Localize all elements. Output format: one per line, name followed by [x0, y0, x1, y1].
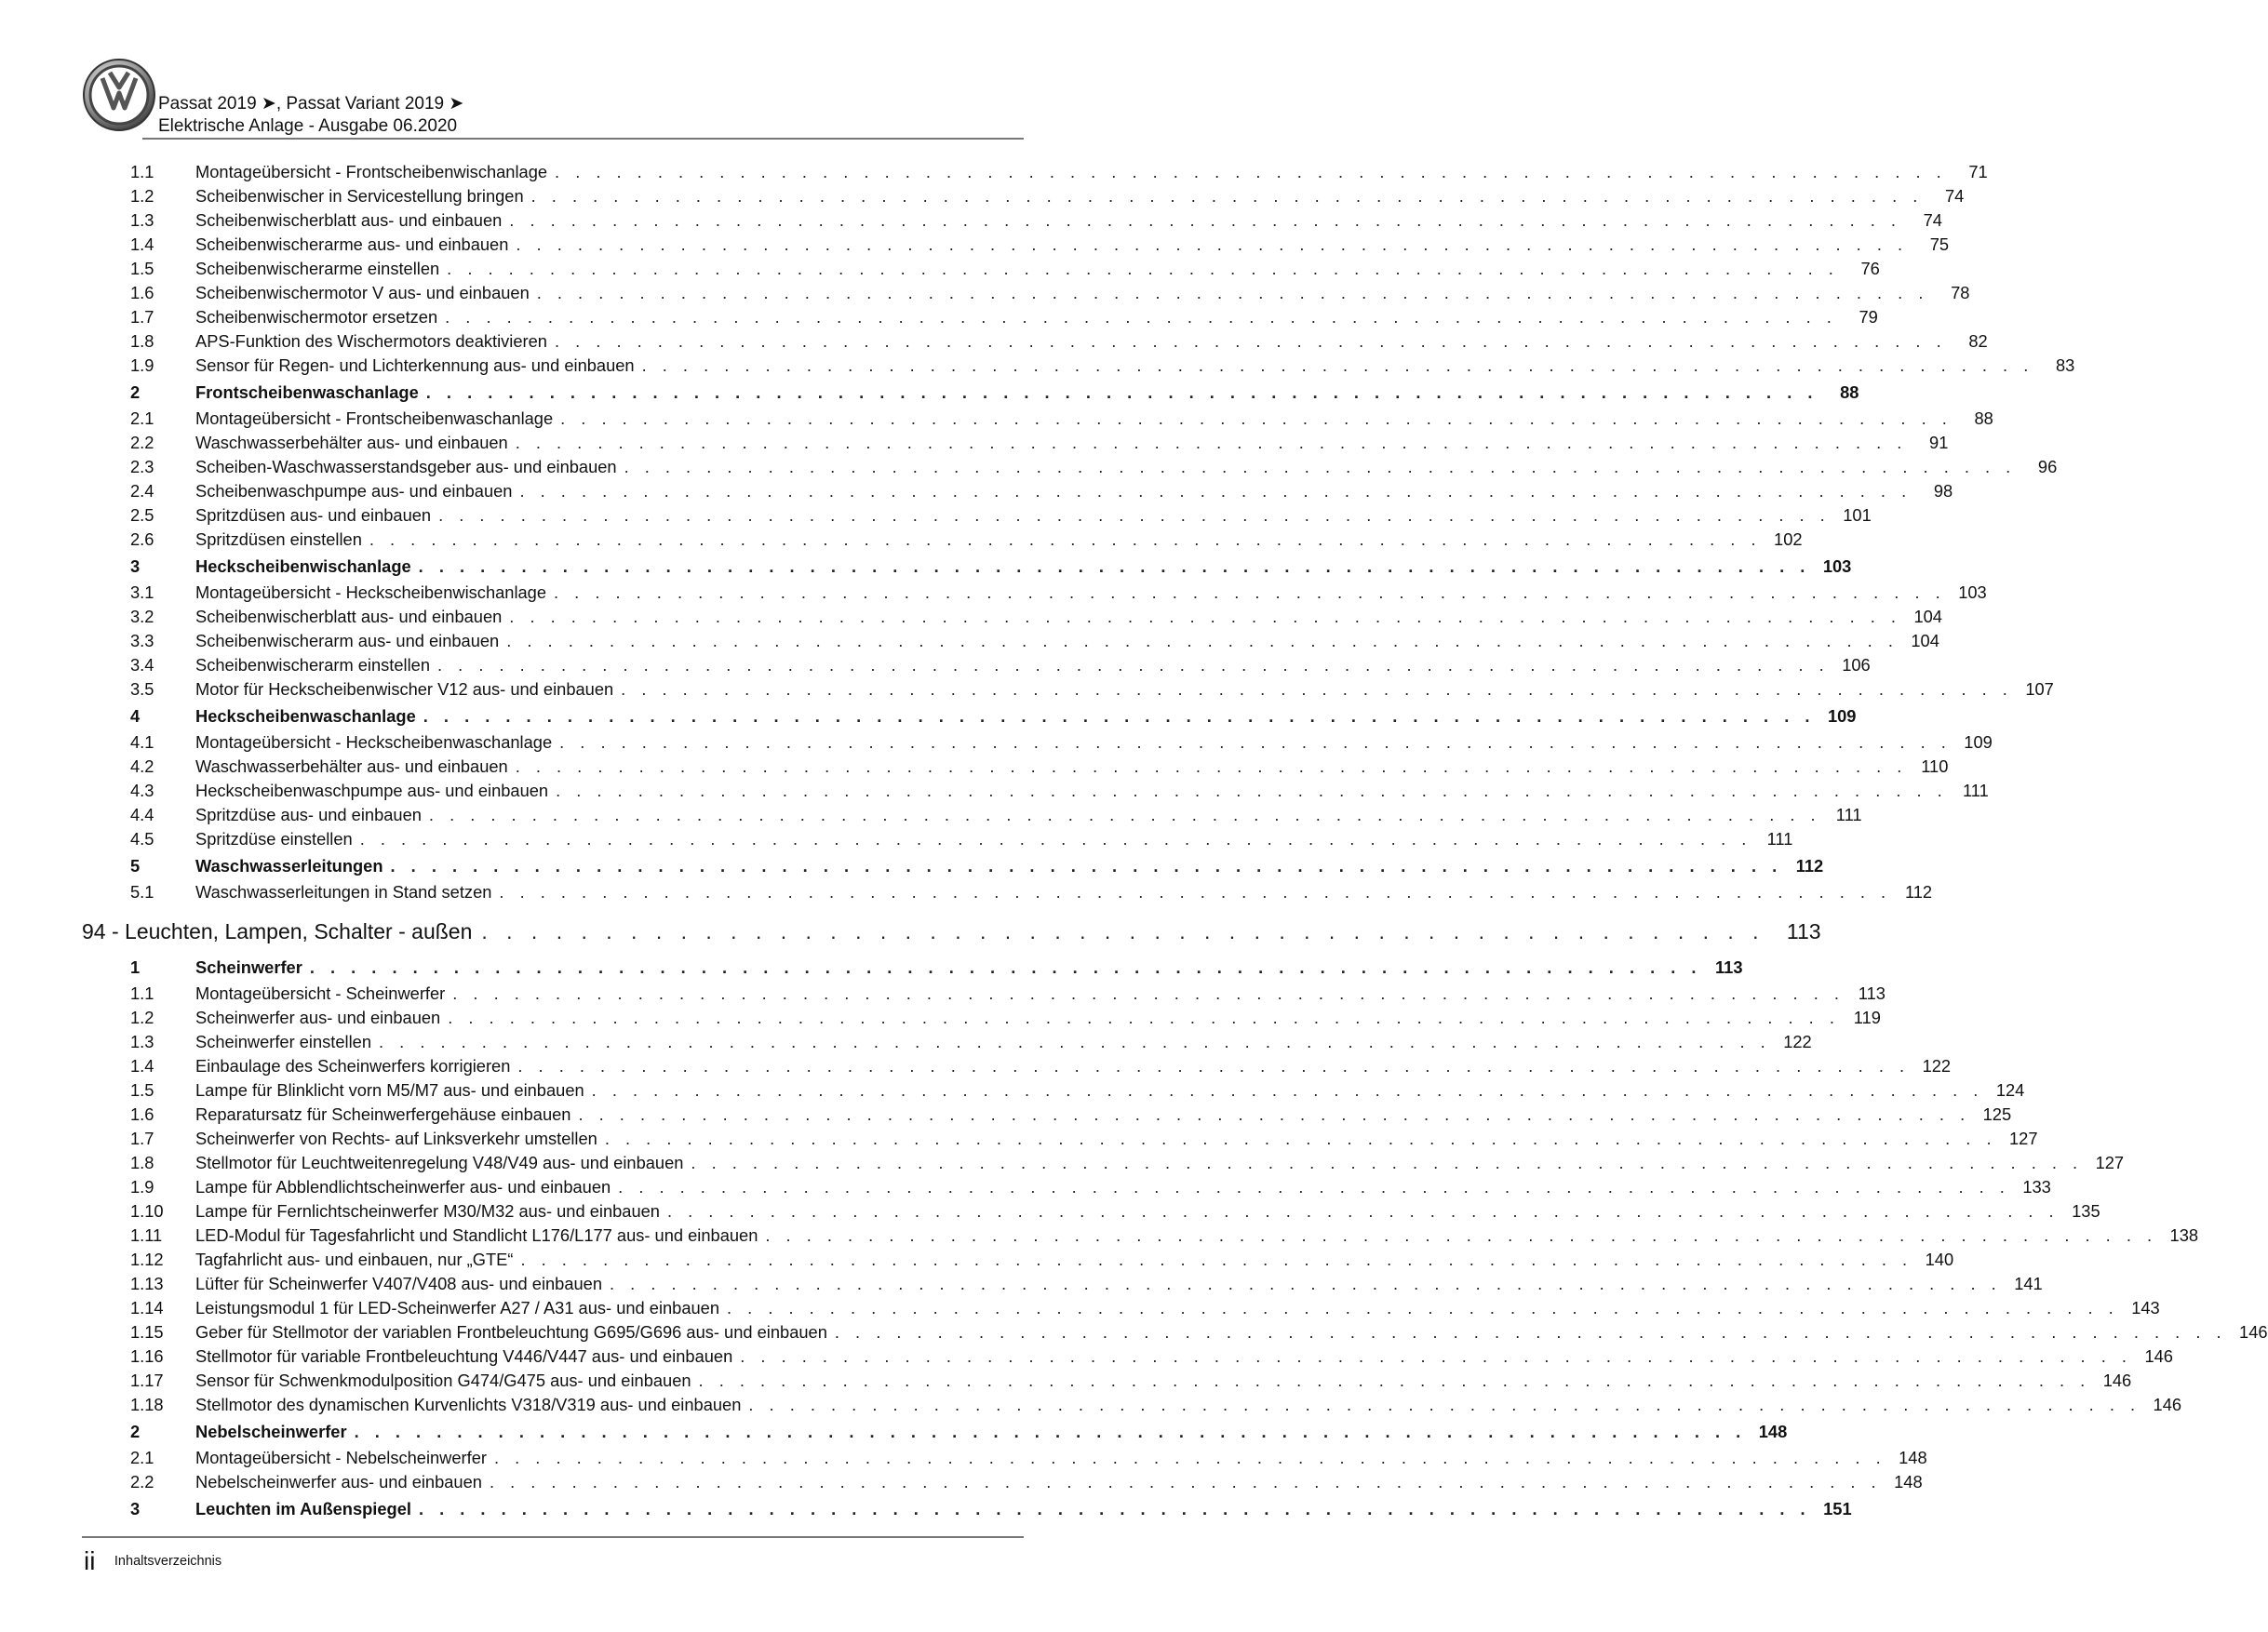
toc-entry-title: Waschwasserleitungen: [195, 856, 383, 876]
toc-leader-dots: . . . . . . . . . . . . . . . . . . . . . . . . . . . . . . . . . . . . . . . . . . . . . . . . . . . . . . . . . . . . . . . . . . . .: [556, 781, 1948, 800]
toc-entry-row[interactable]: [82, 1127, 2038, 1151]
toc-leader-dots: . . . . . . . . . . . . . . . . . . . . . . . . . . . . . . . . . . . . . . . . . . . . . . . . . . . . . . . . . . . . . . . . . . . .: [740, 1346, 2132, 1366]
toc-entry-title: Tagfahrlicht aus- und einbauen, nur „GTE“: [195, 1250, 514, 1269]
toc-entry-row[interactable]: [82, 1175, 2051, 1199]
toc-entry-row[interactable]: [82, 305, 1878, 329]
toc-entry-row[interactable]: [82, 208, 1942, 233]
toc-entry-row[interactable]: [82, 629, 1939, 653]
toc-entry-row[interactable]: [82, 329, 1988, 354]
toc-entry-title: Scheibenwischerblatt aus- und einbauen: [195, 210, 503, 230]
toc-entry-number: 5: [130, 856, 141, 876]
toc-entry-number: 2.4: [130, 481, 154, 501]
toc-leader-dots: . . . . . . . . . . . . . . . . . . . . . . . . . . . . . . . . . . . . . . . . . . . . . . . . . . . . . . . . . . . . . . . . . . . .: [691, 1153, 2084, 1172]
toc-leader-dots: . . . . . . . . . . . . . . . . . . . . . . . . . . . . . . . . . . . . . . . . . . . . . . . . . . . . . . . . . . . . . . . . . . . .: [489, 1472, 1882, 1492]
toc-entry-page: 112: [1904, 882, 1933, 902]
toc-leader-dots: . . . . . . . . . . . . . . . . . . . . . . . . . . . . . . . . . . . . . . . . . . . . . . . . . . . . . . . . . . . . . . . . . . . .: [517, 1056, 1911, 1076]
toc-leader-dots: . . . . . . . . . . . . . . . . . . . . . . . . . . . . . . . . . . . . . . . . . . . . . . . . . . . . . . . . . . . . . . . . . . . .: [765, 1225, 2158, 1245]
toc-entry-row[interactable]: [82, 233, 1950, 257]
toc-entry-title: Waschwasserleitungen in Stand setzen: [195, 882, 492, 902]
toc-entry-title: Spritzdüse einstellen: [195, 829, 353, 849]
toc-chapter-row[interactable]: [82, 552, 1852, 581]
header-divider: [142, 138, 1024, 140]
toc-entry-row[interactable]: [82, 653, 1871, 677]
toc-leader-dots: . . . . . . . . . . . . . . . . . . . . . . . . . . . . . . . . . . . . . . . . . . . . . . . . . . . . . . . . . . . . . . . . . . . .: [309, 957, 1702, 977]
toc-entry-row[interactable]: [82, 779, 1989, 803]
toc-entry-number: 4.2: [130, 756, 154, 776]
toc-entry-title: Lampe für Fernlichtscheinwerfer M30/M32 aus- und einbauen: [195, 1201, 660, 1221]
toc-entry-number: 2.6: [130, 529, 154, 549]
toc-entry-title: Scheibenwischermotor V aus- und einbauen: [195, 283, 530, 302]
toc-leader-dots: . . . . . . . . . . . . . . . . . . . . . . . . . . . . . . . . . . . . . . . . . . . . . . . . . . . . . . . . . . . . . . . . . . . .: [834, 1322, 2227, 1342]
toc-leader-dots: . . . . . . . . . . . . . . . . . . . . . . . . . . . . . . . . . . . . . . . . . . . . . . . . . . . . . . . . . . . . . . . . . . . .: [591, 1080, 1984, 1100]
toc-entry-number: 4.1: [130, 732, 154, 752]
toc-entry-number: 3.3: [130, 631, 154, 650]
toc-chapter-row[interactable]: [82, 851, 1824, 880]
toc-leader-dots: . . . . . . . . . . . . . . . . . . . . . . . . . . . . . . . . . . . . . . . . . . . . . . . . . . . . . . . . . . . . . . . . . . . .: [418, 1499, 1811, 1518]
toc-entry-row[interactable]: [82, 803, 1862, 827]
toc-leader-dots: . . . . . . . . . . . . . . . . . . . . . . . . . . . . . . . . . . . . . . . . . . . . . . . . . . . . . . . . . . . . . . . . . . . .: [560, 408, 1953, 428]
toc-entry-page: 141: [2014, 1274, 2043, 1293]
toc-leader-dots: . . . . . . . . . . . . . . . . . . . . . . . . . . . . . . . . . . . . . . . . . . . . . . . . . . . .: [481, 919, 1765, 943]
toc-leader-dots: . . . . . . . . . . . . . . . . . . . . . . . . . . . . . . . . . . . . . . . . . . . . . . . . . . . . . . . . . . . . . . . . . . . .: [499, 882, 1892, 902]
toc-leader-dots: . . . . . . . . . . . . . . . . . . . . . . . . . . . . . . . . . . . . . . . . . . . . . . . . . . . . . . . . . . . . . . . . . . . .: [445, 307, 1837, 327]
toc-entry-title: Frontscheibenwaschanlage: [195, 382, 419, 402]
table-of-contents: [82, 160, 2268, 1523]
toc-entry-page: 113: [1715, 957, 1743, 977]
toc-entry-page: 148: [1899, 1448, 1927, 1467]
toc-entry-title: Stellmotor des dynamischen Kurvenlichts V318/V319 aus- und einbauen: [195, 1395, 742, 1414]
toc-entry-title: Spritzdüse aus- und einbauen: [195, 805, 422, 824]
toc-entry-page: 122: [1922, 1056, 1952, 1076]
footer-divider: [82, 1536, 1024, 1538]
toc-entry-page: 133: [2022, 1177, 2051, 1197]
toc-leader-dots: . . . . . . . . . . . . . . . . . . . . . . . . . . . . . . . . . . . . . . . . . . . . . . . . . . . . . . . . . . . . . . . . . . . .: [509, 607, 1901, 626]
toc-entry-number: 2.2: [130, 433, 154, 452]
toc-entry-page: 124: [1995, 1080, 2025, 1100]
toc-leader-dots: . . . . . . . . . . . . . . . . . . . . . . . . . . . . . . . . . . . . . . . . . . . . . . . . . . . . . . . . . . . . . . . . . . . .: [621, 679, 2013, 699]
toc-entry-row[interactable]: [82, 1199, 2100, 1224]
toc-entry-page: 75: [1929, 234, 1950, 254]
toc-leader-dots: . . . . . . . . . . . . . . . . . . . . . . . . . . . . . . . . . . . . . . . . . . . . . . . . . . . . . . . . . . . . . . . . . . . .: [727, 1298, 2119, 1318]
toc-leader-dots: . . . . . . . . . . . . . . . . . . . . . . . . . . . . . . . . . . . . . . . . . . . . . . . . . . . . . . . . . . . . . . . . . . . .: [423, 706, 1816, 726]
toc-section-bottom: [82, 953, 2268, 1523]
toc-entry-title: Scheibenwischer in Servicestellung bringen: [195, 186, 524, 206]
toc-entry-page: 96: [2037, 457, 2058, 476]
toc-entry-title: Stellmotor für Leuchtweitenregelung V48/V49 aus- und einbauen: [195, 1153, 684, 1172]
toc-entry-row[interactable]: [82, 880, 1933, 904]
toc-entry-number: 1.18: [130, 1395, 164, 1414]
toc-entry-page: 151: [1823, 1499, 1852, 1518]
toc-entry-row[interactable]: [82, 455, 2058, 479]
toc-entry-row[interactable]: [82, 1224, 2199, 1248]
toc-entry-title: Montageübersicht - Frontscheibenwaschanlage: [195, 408, 554, 428]
toc-entry-page: 98: [1933, 481, 1953, 501]
toc-entry-row[interactable]: [82, 1054, 1952, 1078]
toc-entry-page: 143: [2131, 1298, 2160, 1318]
page-footer: [84, 1546, 221, 1576]
toc-entry-number: 3: [130, 556, 141, 576]
toc-entry-page: 104: [1911, 631, 1939, 650]
toc-entry-title: Nebelscheinwerfer: [195, 1422, 347, 1441]
toc-entry-number: 1.1: [130, 162, 154, 181]
toc-entry-number: 5.1: [130, 882, 154, 902]
toc-entry-row[interactable]: [82, 1369, 2132, 1393]
toc-entry-row[interactable]: [82, 1078, 2025, 1103]
toc-entry-title: Scheibenwischerarme einstellen: [195, 259, 440, 278]
toc-entry-page: 101: [1843, 505, 1872, 525]
toc-leader-dots: . . . . . . . . . . . . . . . . . . . . . . . . . . . . . . . . . . . . . . . . . . . . . . . . . . . . . . . . . . . . . . . . . . . .: [509, 210, 1901, 230]
toc-entry-number: 1.12: [130, 1250, 164, 1269]
toc-chapter-row[interactable]: [82, 1417, 1788, 1446]
toc-entry-title: Montageübersicht - Heckscheibenwischanlage: [195, 582, 547, 602]
toc-entry-row[interactable]: [82, 257, 1880, 281]
toc-entry-title: Reparatursatz für Scheinwerfergehäuse einbauen: [195, 1104, 571, 1124]
toc-entry-number: 1: [130, 957, 141, 977]
toc-leader-dots: . . . . . . . . . . . . . . . . . . . . . . . . . . . . . . . . . . . . . . . . . . . . . . . . . . . . . . . . . . . . . . . . . . . .: [559, 732, 1952, 752]
toc-entry-row[interactable]: [82, 1248, 1954, 1272]
toc-entry-number: 3.5: [130, 679, 154, 699]
toc-leader-dots: . . . . . . . . . . . . . . . . . . . . . . . . . . . . . . . . . . . . . . . . . . . . . . . . . . . . . . . . . . . . . . . . . . . .: [369, 529, 1762, 549]
toc-entry-row[interactable]: [82, 730, 1993, 755]
toc-entry-page: 74: [1923, 210, 1942, 230]
toc-leader-dots: . . . . . . . . . . . . . . . . . . . . . . . . . . . . . . . . . . . . . . . . . . . . . . . . . . . . . . . . . . . . . . . . . . . .: [437, 655, 1830, 675]
toc-leader-dots: . . . . . . . . . . . . . . . . . . . . . . . . . . . . . . . . . . . . . . . . . . . . . . . . . . . . . . . . . . . . . . . . . . . .: [624, 457, 2017, 476]
toc-entry-number: 1.7: [130, 307, 154, 327]
toc-entry-page: 111: [1962, 781, 1989, 800]
toc-entry-page: 71: [1968, 162, 1988, 181]
toc-entry-page: 119: [1853, 1008, 1881, 1027]
toc-entry-title: Scheibenwischermotor ersetzen: [195, 307, 438, 327]
toc-entry-title: Geber für Stellmotor der variablen Frontbeleuchtung G695/G696 aus- und einbauen: [195, 1322, 827, 1342]
toc-entry-row[interactable]: [82, 677, 2054, 702]
toc-entry-row[interactable]: [82, 281, 1970, 305]
toc-entry-title: Scheibenwischerarm aus- und einbauen: [195, 631, 500, 650]
toc-entry-page: 103: [1822, 556, 1852, 576]
toc-entry-page: 109: [1827, 706, 1857, 726]
toc-entry-title: Leuchten im Außenspiegel: [195, 1499, 411, 1518]
toc-entry-title: APS-Funktion des Wischermotors deaktivieren: [195, 331, 547, 351]
toc-entry-page: 88: [1840, 382, 1859, 402]
toc-entry-page: 78: [1951, 283, 1970, 302]
toc-leader-dots: . . . . . . . . . . . . . . . . . . . . . . . . . . . . . . . . . . . . . . . . . . . . . . . . . . . . . . . . . . . . . . . . . . . .: [536, 283, 1929, 302]
toc-leader-dots: . . . . . . . . . . . . . . . . . . . . . . . . . . . . . . . . . . . . . . . . . . . . . . . . . . . . . . . . . . . . . . . . . . . .: [379, 1032, 1771, 1051]
toc-entry-title: Scheinwerfer einstellen: [195, 1032, 372, 1051]
toc-entry-number: 3.4: [130, 655, 154, 675]
toc-chapter-row[interactable]: [82, 378, 1859, 407]
toc-leader-dots: . . . . . . . . . . . . . . . . . . . . . . . . . . . . . . . . . . . . . . . . . . . . . . . . . . . . . . . . . . . . . . . . . . . .: [748, 1395, 2141, 1414]
header-line-1: Passat 2019 ➤, Passat Variant 2019 ➤: [158, 94, 464, 114]
toc-entry-title: Lampe für Blinklicht vorn M5/M7 aus- und einbauen: [195, 1080, 584, 1100]
toc-entry-row[interactable]: [82, 528, 1803, 552]
toc-entry-page: 127: [2009, 1129, 2038, 1148]
toc-leader-dots: . . . . . . . . . . . . . . . . . . . . . . . . . . . . . . . . . . . . . . . . . . . . . . . . . . . . . . . . . . . . . . . . . . . .: [354, 1422, 1747, 1441]
toc-entry-title: Scheinwerfer von Rechts- auf Linksverkehr umstellen: [195, 1129, 597, 1148]
toc-entry-number: 1.5: [130, 1080, 154, 1100]
toc-entry-row[interactable]: [82, 1272, 2043, 1296]
toc-leader-dots: . . . . . . . . . . . . . . . . . . . . . . . . . . . . . . . . . . . . . . . . . . . . . . . . . . . . . . . . . . . . . . . . . . . .: [530, 186, 1924, 206]
toc-leader-dots: . . . . . . . . . . . . . . . . . . . . . . . . . . . . . . . . . . . . . . . . . . . . . . . . . . . . . . . . . . . . . . . . . . . .: [555, 162, 1947, 181]
toc-entry-title: Sensor für Regen- und Lichterkennung aus- und einbauen: [195, 355, 635, 375]
toc-entry-number: 2: [130, 1422, 141, 1441]
toc-entry-number: 1.3: [130, 1032, 154, 1051]
toc-part-row[interactable]: [82, 910, 1821, 953]
toc-entry-page: 113: [1858, 983, 1886, 1003]
toc-entry-number: 1.13: [130, 1274, 164, 1293]
toc-entry-title: Heckscheibenwaschpumpe aus- und einbauen: [195, 781, 549, 800]
toc-entry-number: 4.3: [130, 781, 154, 800]
toc-entry-title: Nebelscheinwerfer aus- und einbauen: [195, 1472, 482, 1492]
toc-part-title: 94 - Leuchten, Lampen, Schalter - außen: [82, 919, 473, 943]
toc-leader-dots: . . . . . . . . . . . . . . . . . . . . . . . . . . . . . . . . . . . . . . . . . . . . . . . . . . . . . . . . . . . . . . . . . . . .: [493, 1448, 1886, 1467]
toc-entry-row[interactable]: [82, 407, 1993, 431]
toc-entry-page: 102: [1774, 529, 1803, 549]
toc-entry-title: Heckscheibenwaschanlage: [195, 706, 416, 726]
toc-entry-row[interactable]: [82, 354, 2075, 378]
toc-entry-page: 79: [1859, 307, 1878, 327]
toc-entry-number: 1.14: [130, 1298, 164, 1318]
toc-leader-dots: . . . . . . . . . . . . . . . . . . . . . . . . . . . . . . . . . . . . . . . . . . . . . . . . . . . . . . . . . . . . . . . . . . . .: [438, 505, 1831, 525]
toc-leader-dots: . . . . . . . . . . . . . . . . . . . . . . . . . . . . . . . . . . . . . . . . . . . . . . . . . . . . . . . . . . . . . . . . . . . .: [515, 756, 1908, 776]
toc-entry-page: 104: [1913, 607, 1942, 626]
toc-entry-title: Scheibenwischerblatt aus- und einbauen: [195, 607, 503, 626]
toc-entry-number: 1.6: [130, 1104, 154, 1124]
toc-leader-dots: . . . . . . . . . . . . . . . . . . . . . . . . . . . . . . . . . . . . . . . . . . . . . . . . . . . . . . . . . . . . . . . . . . . .: [698, 1371, 2091, 1390]
toc-chapter-row[interactable]: [82, 1494, 1852, 1523]
document-title: [158, 93, 463, 138]
page-header: [82, 58, 1024, 136]
toc-chapter-row[interactable]: [82, 953, 1743, 982]
toc-entry-page: 88: [1974, 408, 1993, 428]
toc-entry-title: Heckscheibenwischanlage: [195, 556, 411, 576]
toc-part-page: 113: [1786, 919, 1821, 943]
toc-leader-dots: . . . . . . . . . . . . . . . . . . . . . . . . . . . . . . . . . . . . . . . . . . . . . . . . . . . . . . . . . . . . . . . . . . . .: [618, 1177, 2010, 1197]
toc-entry-page: 76: [1860, 259, 1880, 278]
toc-leader-dots: . . . . . . . . . . . . . . . . . . . . . . . . . . . . . . . . . . . . . . . . . . . . . . . . . . . . . . . . . . . . . . . . . . . .: [520, 1250, 1913, 1269]
toc-entry-row[interactable]: [82, 1393, 2182, 1417]
toc-entry-number: 1.7: [130, 1129, 154, 1148]
toc-leader-dots: . . . . . . . . . . . . . . . . . . . . . . . . . . . . . . . . . . . . . . . . . . . . . . . . . . . . . . . . . . . . . . . . . . . .: [506, 631, 1899, 650]
toc-entry-page: 82: [1968, 331, 1988, 351]
toc-entry-row[interactable]: [82, 982, 1886, 1006]
toc-entry-title: Lampe für Abblendlichtscheinwerfer aus- und einbauen: [195, 1177, 611, 1197]
toc-entry-title: Einbaulage des Scheinwerfers korrigieren: [195, 1056, 511, 1076]
toc-entry-row[interactable]: [82, 431, 1949, 455]
header-line-2: Elektrische Anlage - Ausgabe 06.2020: [158, 116, 458, 136]
toc-entry-number: 1.6: [130, 283, 154, 302]
toc-leader-dots: . . . . . . . . . . . . . . . . . . . . . . . . . . . . . . . . . . . . . . . . . . . . . . . . . . . . . . . . . . . . . . . . . . . .: [448, 1008, 1840, 1027]
toc-entry-number: 1.4: [130, 1056, 154, 1076]
toc-entry-number: 2.3: [130, 457, 154, 476]
toc-entry-number: 3: [130, 1499, 141, 1518]
toc-entry-number: 1.1: [130, 983, 154, 1003]
toc-entry-row[interactable]: [82, 1151, 2125, 1175]
toc-entry-page: 74: [1944, 186, 1965, 206]
toc-entry-number: 1.9: [130, 1177, 154, 1197]
toc-entry-row[interactable]: [82, 1006, 1881, 1030]
toc-entry-row[interactable]: [82, 605, 1942, 629]
toc-entry-title: Scheibenwaschpumpe aus- und einbauen: [195, 481, 513, 501]
toc-entry-page: 148: [1758, 1422, 1788, 1441]
toc-leader-dots: . . . . . . . . . . . . . . . . . . . . . . . . . . . . . . . . . . . . . . . . . . . . . . . . . . . . . . . . . . . . . . . . . . . .: [641, 355, 2034, 375]
toc-entry-number: 1.11: [130, 1225, 163, 1245]
toc-entry-title: Waschwasserbehälter aus- und einbauen: [195, 433, 508, 452]
toc-entry-number: 1.15: [130, 1322, 164, 1342]
toc-entry-page: 103: [1958, 582, 1987, 602]
toc-entry-number: 1.17: [130, 1371, 164, 1390]
toc-entry-number: 4.4: [130, 805, 154, 824]
toc-leader-dots: . . . . . . . . . . . . . . . . . . . . . . . . . . . . . . . . . . . . . . . . . . . . . . . . . . . . . . . . . . . . . . . . . . . .: [447, 259, 1839, 278]
toc-entry-page: 112: [1795, 856, 1824, 876]
footer-section-label: Inhaltsverzeichnis: [114, 1554, 222, 1569]
toc-leader-dots: . . . . . . . . . . . . . . . . . . . . . . . . . . . . . . . . . . . . . . . . . . . . . . . . . . . . . . . . . . . . . . . . . . . .: [578, 1104, 1971, 1124]
toc-entry-page: 146: [2153, 1395, 2182, 1414]
toc-entry-row[interactable]: [82, 1470, 1923, 1494]
toc-entry-row[interactable]: [82, 184, 1965, 208]
toc-entry-number: 3.1: [130, 582, 154, 602]
toc-entry-number: 1.2: [130, 1008, 154, 1027]
toc-entry-page: 122: [1783, 1032, 1812, 1051]
toc-chapter-row[interactable]: [82, 702, 1857, 730]
toc-entry-number: 2: [130, 382, 141, 402]
toc-entry-number: 1.16: [130, 1346, 164, 1366]
toc-entry-title: Scheinwerfer aus- und einbauen: [195, 1008, 441, 1027]
toc-leader-dots: . . . . . . . . . . . . . . . . . . . . . . . . . . . . . . . . . . . . . . . . . . . . . . . . . . . . . . . . . . . . . . . . . . . .: [604, 1129, 1997, 1148]
toc-entry-title: Scheinwerfer: [195, 957, 302, 977]
toc-entry-row[interactable]: [82, 827, 1793, 851]
toc-leader-dots: . . . . . . . . . . . . . . . . . . . . . . . . . . . . . . . . . . . . . . . . . . . . . . . . . . . . . . . . . . . . . . . . . . . .: [516, 234, 1909, 254]
toc-entry-number: 1.9: [130, 355, 154, 375]
toc-entry-title: Spritzdüsen aus- und einbauen: [195, 505, 432, 525]
toc-entry-title: Scheibenwischerarm einstellen: [195, 655, 431, 675]
toc-entry-number: 4: [130, 706, 141, 726]
toc-entry-title: LED-Modul für Tagesfahrlicht und Standlicht L176/L177 aus- und einbauen: [195, 1225, 758, 1245]
toc-entry-row[interactable]: [82, 479, 1953, 503]
toc-entry-page: 106: [1842, 655, 1871, 675]
toc-entry-title: Spritzdüsen einstellen: [195, 529, 362, 549]
toc-entry-page: 83: [2055, 355, 2075, 375]
toc-entry-number: 2.5: [130, 505, 154, 525]
toc-entry-number: 1.10: [130, 1201, 164, 1221]
toc-leader-dots: . . . . . . . . . . . . . . . . . . . . . . . . . . . . . . . . . . . . . . . . . . . . . . . . . . . . . . . . . . . . . . . . . . . .: [428, 805, 1821, 824]
toc-entry-page: 138: [2169, 1225, 2199, 1245]
toc-leader-dots: . . . . . . . . . . . . . . . . . . . . . . . . . . . . . . . . . . . . . . . . . . . . . . . . . . . . . . . . . . . . . . . . . . . .: [554, 582, 1946, 602]
toc-entry-title: Stellmotor für variable Frontbeleuchtung V446/V447 aus- und einbauen: [195, 1346, 733, 1366]
toc-entry-number: 1.5: [130, 259, 154, 278]
toc-entry-title: Lüfter für Scheinwerfer V407/V408 aus- und einbauen: [195, 1274, 603, 1293]
toc-leader-dots: . . . . . . . . . . . . . . . . . . . . . . . . . . . . . . . . . . . . . . . . . . . . . . . . . . . . . . . . . . . . . . . . . . . .: [418, 556, 1811, 576]
toc-leader-dots: . . . . . . . . . . . . . . . . . . . . . . . . . . . . . . . . . . . . . . . . . . . . . . . . . . . . . . . . . . . . . . . . . . . .: [666, 1201, 2060, 1221]
toc-leader-dots: . . . . . . . . . . . . . . . . . . . . . . . . . . . . . . . . . . . . . . . . . . . . . . . . . . . . . . . . . . . . . . . . . . . .: [390, 856, 1783, 876]
toc-entry-row[interactable]: [82, 1103, 2012, 1127]
toc-entry-row[interactable]: [82, 1344, 2173, 1369]
toc-entry-number: 2.2: [130, 1472, 154, 1492]
toc-entry-row[interactable]: [82, 755, 1949, 779]
toc-entry-title: Waschwasserbehälter aus- und einbauen: [195, 756, 508, 776]
toc-leader-dots: . . . . . . . . . . . . . . . . . . . . . . . . . . . . . . . . . . . . . . . . . . . . . . . . . . . . . . . . . . . . . . . . . . . .: [452, 983, 1845, 1003]
toc-leader-dots: . . . . . . . . . . . . . . . . . . . . . . . . . . . . . . . . . . . . . . . . . . . . . . . . . . . . . . . . . . . . . . . . . . . .: [425, 382, 1818, 402]
toc-entry-title: Montageübersicht - Nebelscheinwerfer: [195, 1448, 487, 1467]
toc-entry-title: Motor für Heckscheibenwischer V12 aus- und einbauen: [195, 679, 614, 699]
toc-entry-title: Scheibenwischerarme aus- und einbauen: [195, 234, 509, 254]
toc-entry-row[interactable]: [82, 1446, 1927, 1470]
toc-entry-page: 110: [1921, 756, 1949, 776]
toc-entry-title: Montageübersicht - Frontscheibenwischanlage: [195, 162, 548, 181]
toc-entry-page: 146: [2239, 1322, 2268, 1342]
toc-entry-page: 127: [2095, 1153, 2125, 1172]
toc-entry-page: 140: [1925, 1250, 1954, 1269]
toc-entry-number: 1.4: [130, 234, 154, 254]
toc-leader-dots: . . . . . . . . . . . . . . . . . . . . . . . . . . . . . . . . . . . . . . . . . . . . . . . . . . . . . . . . . . . . . . . . . . . .: [610, 1274, 2002, 1293]
toc-entry-number: 1.3: [130, 210, 154, 230]
toc-entry-page: 107: [2025, 679, 2054, 699]
toc-leader-dots: . . . . . . . . . . . . . . . . . . . . . . . . . . . . . . . . . . . . . . . . . . . . . . . . . . . . . . . . . . . . . . . . . . . .: [359, 829, 1752, 849]
toc-entry-page: 125: [1982, 1104, 2012, 1124]
toc-entry-row[interactable]: [82, 503, 1872, 528]
toc-entry-page: 91: [1929, 433, 1949, 452]
toc-entry-page: 109: [1964, 732, 1993, 752]
toc-entry-page: 146: [2144, 1346, 2173, 1366]
toc-leader-dots: . . . . . . . . . . . . . . . . . . . . . . . . . . . . . . . . . . . . . . . . . . . . . . . . . . . . . . . . . . . . . . . . . . . .: [554, 331, 1947, 351]
toc-entry-number: 2.1: [130, 1448, 154, 1467]
toc-entry-number: 2.1: [130, 408, 154, 428]
toc-entry-number: 1.2: [130, 186, 154, 206]
toc-entry-page: 135: [2072, 1201, 2100, 1221]
toc-entry-row[interactable]: [82, 581, 1987, 605]
toc-entry-page: 148: [1894, 1472, 1923, 1492]
toc-leader-dots: . . . . . . . . . . . . . . . . . . . . . . . . . . . . . . . . . . . . . . . . . . . . . . . . . . . . . . . . . . . . . . . . . . . .: [519, 481, 1912, 501]
toc-entry-row[interactable]: [82, 1320, 2268, 1344]
toc-entry-title: Leistungsmodul 1 für LED-Scheinwerfer A27 / A31 aus- und einbauen: [195, 1298, 720, 1318]
toc-entry-number: 4.5: [130, 829, 154, 849]
toc-section-top: [82, 160, 2075, 904]
toc-entry-title: Scheiben-Waschwasserstandsgeber aus- und einbauen: [195, 457, 617, 476]
toc-entry-row[interactable]: [82, 160, 1988, 184]
toc-leader-dots: . . . . . . . . . . . . . . . . . . . . . . . . . . . . . . . . . . . . . . . . . . . . . . . . . . . . . . . . . . . . . . . . . . . .: [515, 433, 1908, 452]
toc-entry-page: 111: [1766, 829, 1793, 849]
toc-entry-page: 111: [1835, 805, 1862, 824]
toc-entry-number: 1.8: [130, 1153, 154, 1172]
toc-entry-page: 146: [2102, 1371, 2132, 1390]
toc-entry-row[interactable]: [82, 1296, 2160, 1320]
footer-page-number: ii: [84, 1546, 96, 1575]
toc-entry-title: Montageübersicht - Heckscheibenwaschanlage: [195, 732, 553, 752]
toc-entry-title: Montageübersicht - Scheinwerfer: [195, 983, 446, 1003]
vw-logo-icon: [82, 58, 156, 132]
toc-entry-number: 3.2: [130, 607, 154, 626]
toc-entry-row[interactable]: [82, 1030, 1812, 1054]
toc-entry-number: 1.8: [130, 331, 154, 351]
toc-entry-title: Sensor für Schwenkmodulposition G474/G475 aus- und einbauen: [195, 1371, 691, 1390]
